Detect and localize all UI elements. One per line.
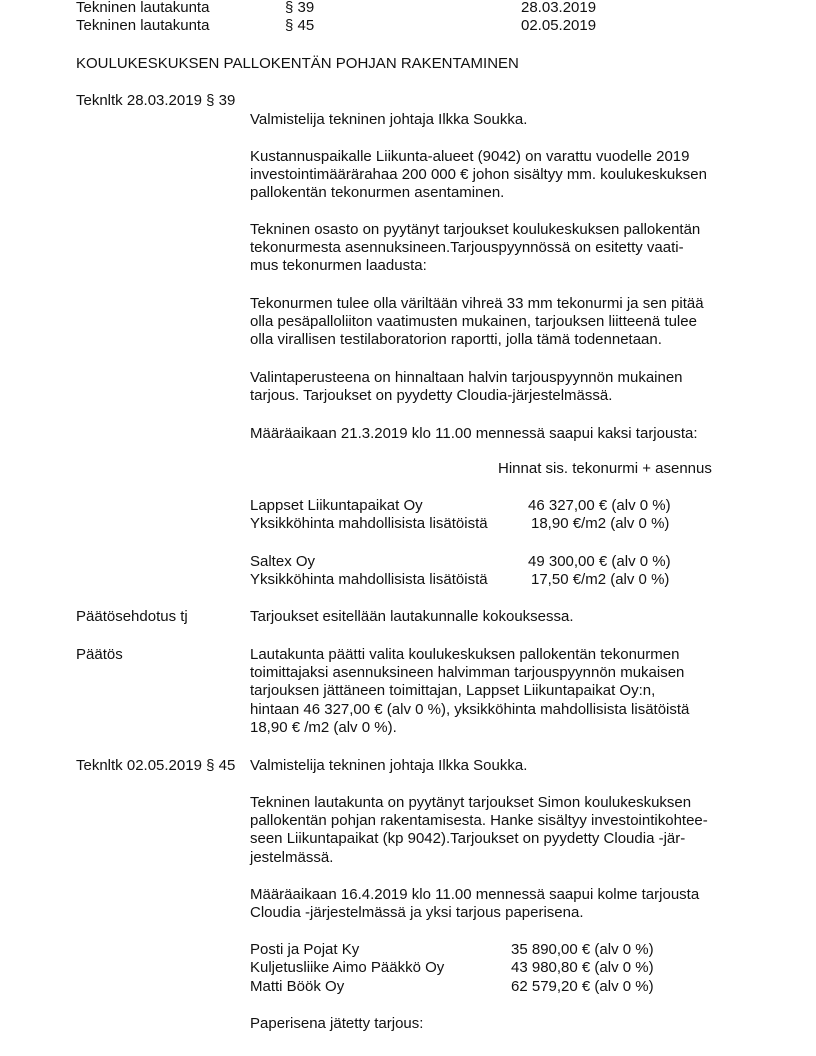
paragraph (250, 794, 760, 867)
document-title: KOULUKESKUKSEN PALLOKENTÄN POHJAN RAKENTAMINEN (76, 55, 519, 72)
text-line: olla pesäpalloliiton vaatimusten mukainen, tarjouksen liitteenä tulee (250, 313, 697, 331)
unit-price: 17,50 €/m2 (alv 0 %) (531, 571, 670, 588)
paragraph (250, 148, 760, 203)
preparer-line: Valmistelija tekninen johtaja Ilkka Soukka. (250, 111, 528, 128)
offer-price: 46 327,00 € (alv 0 %) (528, 497, 671, 514)
paragraph (250, 369, 760, 405)
text-line: jestelmässä. (250, 848, 334, 866)
paragraph (250, 295, 760, 350)
offer-price: 62 579,20 € (alv 0 %) (511, 978, 654, 995)
text-line: 18,90 € /m2 (alv 0 %). (250, 718, 397, 736)
text-line: pallokentän pohjan rakentamisesta. Hanke sisältyy investointikohtee- (250, 812, 708, 830)
header-section: § 39 (285, 0, 315, 16)
text-line: seen Liikuntapaikat (kp 9042).Tarjoukset on pyydetty Cloudia -jär- (250, 830, 686, 848)
paragraph (250, 221, 760, 276)
text-line: Tekninen lautakunta on pyytänyt tarjoukset Simon koulukeskuksen (250, 794, 692, 811)
paper-offer-line: Paperisena jätetty tarjous: (250, 1015, 424, 1032)
price-header: Hinnat sis. tekonurmi + asennus (498, 460, 712, 477)
decision-text (250, 646, 760, 737)
offer-price: 35 890,00 € (alv 0 %) (511, 941, 654, 958)
text-line: toimittajaksi asennuksineen halvimman tarjouspyynnön mukaisen (250, 664, 685, 682)
offer-price: 49 300,00 € (alv 0 %) (528, 553, 671, 570)
text-line: tarjous. Tarjoukset on pyydetty Cloudia-järjestelmässä. (250, 387, 613, 405)
proposal-label: Päätösehdotus tj (76, 608, 188, 625)
preparer-line: Valmistelija tekninen johtaja Ilkka Soukka. (250, 757, 528, 774)
text-line: Määräaikaan 16.4.2019 klo 11.00 mennessä saapui kolme tarjousta (250, 886, 700, 903)
header-body: Tekninen lautakunta (76, 17, 210, 34)
meeting-label: Teknltk 02.05.2019 § 45 (76, 757, 236, 774)
text-line: Tekonurmen tulee olla väriltään vihreä 33 mm tekonurmi ja sen pitää (250, 295, 704, 312)
offer-name: Matti Böök Oy (250, 978, 345, 995)
text-line: hintaan 46 327,00 € (alv 0 %), yksikköhinta mahdollisista lisätöistä (250, 700, 690, 718)
text-line: Lautakunta päätti valita koulukeskuksen pallokentän tekonurmen (250, 646, 680, 663)
offer-name: Kuljetusliike Aimo Pääkkö Oy (250, 959, 445, 976)
text-line: tekonurmesta asennuksineen.Tarjouspyynnössä on esitetty vaati- (250, 239, 684, 257)
text-line: pallokentän tekonurmen asentaminen. (250, 184, 505, 202)
text-line: tarjouksen jättäneen toimittajan, Lappset Liikuntapaikat Oy:n, (250, 682, 656, 700)
text-line: mus tekonurmen laadusta: (250, 257, 427, 275)
text-line: investointimäärärahaa 200 000 € johon sisältyy mm. koulukeskuksen (250, 166, 707, 184)
decision-label: Päätös (76, 646, 123, 663)
text-line: Cloudia -järjestelmässä ja yksi tarjous paperisena. (250, 904, 584, 922)
offer-name: Lappset Liikuntapaikat Oy (250, 497, 423, 514)
offer-name: Saltex Oy (250, 553, 316, 570)
text-line: Valintaperusteena on hinnaltaan halvin tarjouspyynnön mukainen (250, 369, 683, 386)
unit-price-label: Yksikköhinta mahdollisista lisätöistä (250, 515, 488, 532)
offer-price: 43 980,80 € (alv 0 %) (511, 959, 654, 976)
text-line: olla virallisen testilaboratorion raportti, jolla tämä todennetaan. (250, 331, 662, 349)
offer-name: Posti ja Pojat Ky (250, 941, 360, 958)
text-line: Kustannuspaikalle Liikunta-alueet (9042) on varattu vuodelle 2019 (250, 148, 690, 165)
unit-price-label: Yksikköhinta mahdollisista lisätöistä (250, 571, 488, 588)
header-date: 28.03.2019 (521, 0, 597, 16)
proposal-text: Tarjoukset esitellään lautakunnalle kokouksessa. (250, 608, 574, 625)
text-line: Tekninen osasto on pyytänyt tarjoukset koulukeskuksen pallokentän (250, 221, 701, 238)
header-date: 02.05.2019 (521, 17, 597, 34)
deadline-line: Määräaikaan 21.3.2019 klo 11.00 mennessä saapui kaksi tarjousta: (250, 425, 698, 442)
paragraph (250, 886, 760, 922)
unit-price: 18,90 €/m2 (alv 0 %) (531, 515, 670, 532)
meeting-label: Teknltk 28.03.2019 § 39 (76, 92, 236, 109)
header-body: Tekninen lautakunta (76, 0, 210, 16)
header-section: § 45 (285, 17, 315, 34)
